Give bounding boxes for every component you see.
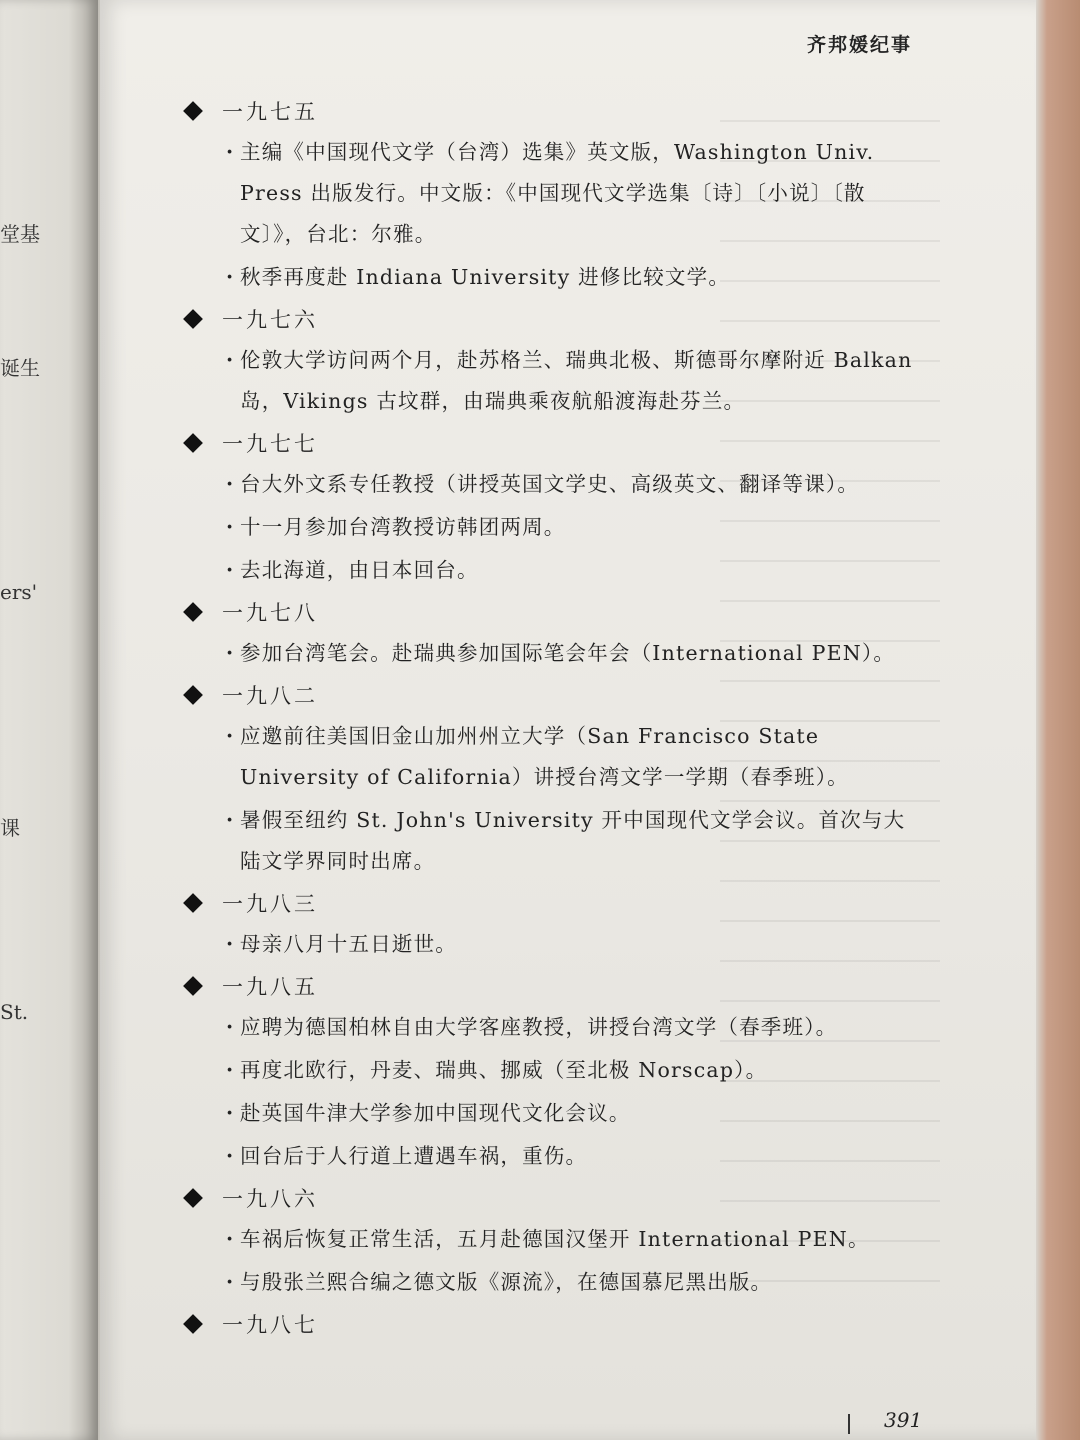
timeline [176,92,921,1345]
left-page [0,0,98,1440]
left-page-fragment: 堂基 [0,222,40,246]
entry-text: 应邀前往美国旧金山加州州立大学（San Francisco State University of California）讲授台湾文学一学期（春季班）。 [240,724,849,789]
year-label: 一九八六 [222,1187,318,1211]
timeline-entry [226,257,921,298]
diamond-bullet-icon [183,433,203,453]
timeline-entry [226,1136,921,1177]
timeline-entry [226,464,921,505]
year-heading [176,424,921,464]
entry-text: 台大外文系专任教授（讲授英国文学史、高级英文、翻译等课）。 [240,472,860,496]
entry-text: 车祸后恢复正常生活，五月赴德国汉堡开 International PEN。 [240,1227,870,1251]
entry-dot-icon: · [226,348,235,372]
year-label: 一九七五 [222,100,318,124]
year-heading [176,884,921,924]
diamond-bullet-icon [183,976,203,996]
year-heading [176,593,921,633]
diamond-bullet-icon [183,101,203,121]
year-label: 一九七八 [222,601,318,625]
year-heading [176,1305,921,1345]
year-label: 一九八三 [222,892,318,916]
timeline-entry [226,1262,921,1303]
entry-dot-icon: · [226,932,235,956]
entry-dot-icon: · [226,515,235,539]
timeline-entry [226,800,921,882]
year-heading [176,967,921,1007]
entry-dot-icon: · [226,724,235,748]
year-label: 一九七六 [222,308,318,332]
diamond-bullet-icon [183,1314,203,1334]
entry-text: 伦敦大学访问两个月，赴苏格兰、瑞典北极、斯德哥尔摩附近 Balkan 岛，Vikings 古坟群，由瑞典乘夜航船渡海赴芬兰。 [240,348,913,413]
diamond-bullet-icon [183,893,203,913]
left-page-fragment: 诞生 [0,356,40,380]
diamond-bullet-icon [183,602,203,622]
entry-text: 去北海道，由日本回台。 [240,558,479,582]
year-heading [176,92,921,132]
left-page-fragment: 课 [0,816,20,840]
year-heading [176,1179,921,1219]
year-heading [176,300,921,340]
entry-dot-icon: · [226,641,235,665]
entry-dot-icon: · [226,1058,235,1082]
running-head: 齐邦媛纪事 [806,34,912,56]
timeline-entry [226,716,921,798]
entry-dot-icon: · [226,265,235,289]
timeline-entry [226,1007,921,1048]
year-label: 一九七七 [222,432,318,456]
year-label: 一九八五 [222,975,318,999]
timeline-entry [226,132,921,255]
entry-dot-icon: · [226,808,235,832]
left-page-fragment: St. [0,1000,29,1024]
page-number: 391 [884,1408,923,1432]
year-label: 一九八七 [222,1313,318,1337]
diamond-bullet-icon [183,309,203,329]
entry-dot-icon: · [226,1270,235,1294]
entry-text: 主编《中国现代文学（台湾）选集》英文版，Washington Univ. Press 出版发行。中文版：《中国现代文学选集〔诗〕〔小说〕〔散文〕》，台北：尔雅。 [240,140,875,246]
entry-dot-icon: · [226,1101,235,1125]
entry-dot-icon: · [226,1227,235,1251]
entry-dot-icon: · [226,1015,235,1039]
page-edge-background [1036,0,1080,1440]
entry-text: 参加台湾笔会。赴瑞典参加国际笔会年会（International PEN）。 [240,641,896,665]
entry-text: 回台后于人行道上遭遇车祸，重伤。 [240,1144,588,1168]
timeline-entry [226,924,921,965]
timeline-entry [226,1050,921,1091]
entry-text: 与殷张兰熙合编之德文版《源流》，在德国慕尼黑出版。 [240,1270,773,1294]
entry-dot-icon: · [226,140,235,164]
entry-text: 暑假至纽约 St. John's University 开中国现代文学会议。首次与大陆文学界同时出席。 [240,808,906,873]
timeline-entry [226,550,921,591]
left-page-fragment: ers' [0,580,38,604]
timeline-entry [226,507,921,548]
entry-text: 应聘为德国柏林自由大学客座教授，讲授台湾文学（春季班）。 [240,1015,838,1039]
entry-text: 十一月参加台湾教授访韩团两周。 [240,515,566,539]
diamond-bullet-icon [183,1188,203,1208]
entry-text: 秋季再度赴 Indiana University 进修比较文学。 [240,265,731,289]
entry-text: 再度北欧行，丹麦、瑞典、挪威（至北极 Norscap）。 [240,1058,768,1082]
entry-dot-icon: · [226,558,235,582]
entry-dot-icon: · [226,1144,235,1168]
diamond-bullet-icon [183,685,203,705]
entry-text: 母亲八月十五日逝世。 [240,932,457,956]
timeline-entry [226,1093,921,1134]
timeline-entry [226,340,921,422]
year-heading [176,676,921,716]
entry-dot-icon: · [226,472,235,496]
footer-rule [848,1414,850,1434]
timeline-entry [226,1219,921,1260]
timeline-entry [226,633,921,674]
year-label: 一九八二 [222,684,318,708]
entry-text: 赴英国牛津大学参加中国现代文化会议。 [240,1101,631,1125]
